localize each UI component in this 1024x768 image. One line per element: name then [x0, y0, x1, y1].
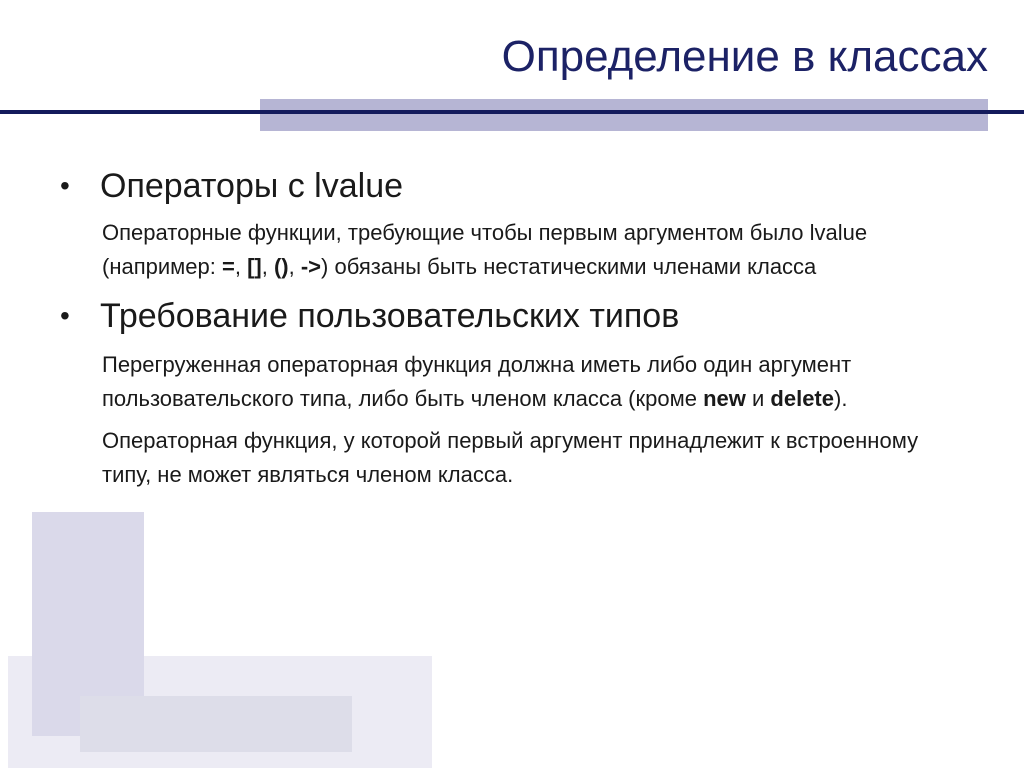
- operator-assign: =: [221, 254, 235, 279]
- paragraph-text: Операторные функции, требующие чтобы первым аргументом было lvalue (например:: [102, 220, 868, 279]
- title-decor-band: [260, 99, 988, 131]
- paragraph-text: и: [745, 386, 771, 411]
- bullet-heading: Операторы с lvalue: [100, 167, 404, 205]
- title-underline: [0, 110, 1024, 114]
- keyword-new: new: [703, 386, 746, 411]
- builtin-type-note: Операторная функция, у которой первый аргумент принадлежит к встроенному типу, не может являться членом класса.: [102, 428, 919, 487]
- keyword-delete: delete: [770, 386, 834, 411]
- bullet-lvalue-operators: [60, 162, 960, 210]
- bullet-user-types: [60, 292, 960, 340]
- slide-title: Определение в классах: [501, 32, 988, 81]
- separator: ,: [288, 254, 301, 279]
- separator: ,: [261, 254, 274, 279]
- user-type-requirement: [60, 348, 952, 416]
- bullet-heading: Требование пользовательских типов: [100, 297, 680, 335]
- bullet-dot-icon: •: [60, 300, 70, 331]
- lvalue-description: [60, 216, 952, 284]
- operator-index: []: [247, 254, 262, 279]
- operator-call: (): [273, 254, 289, 279]
- paragraph-text: ) обязаны быть нестатическими членами класса: [321, 254, 817, 279]
- slide-content: [60, 162, 960, 492]
- separator: ,: [234, 254, 248, 279]
- bullet-dot-icon: •: [60, 170, 70, 201]
- decor-rect-inner: [80, 696, 352, 752]
- paragraph-text: ).: [834, 386, 848, 411]
- paragraph-text: Перегруженная операторная функция должна иметь либо один аргумент пользовательского типа, либо быть членом класса (кроме: [102, 352, 852, 411]
- operator-arrow: ->: [300, 254, 322, 279]
